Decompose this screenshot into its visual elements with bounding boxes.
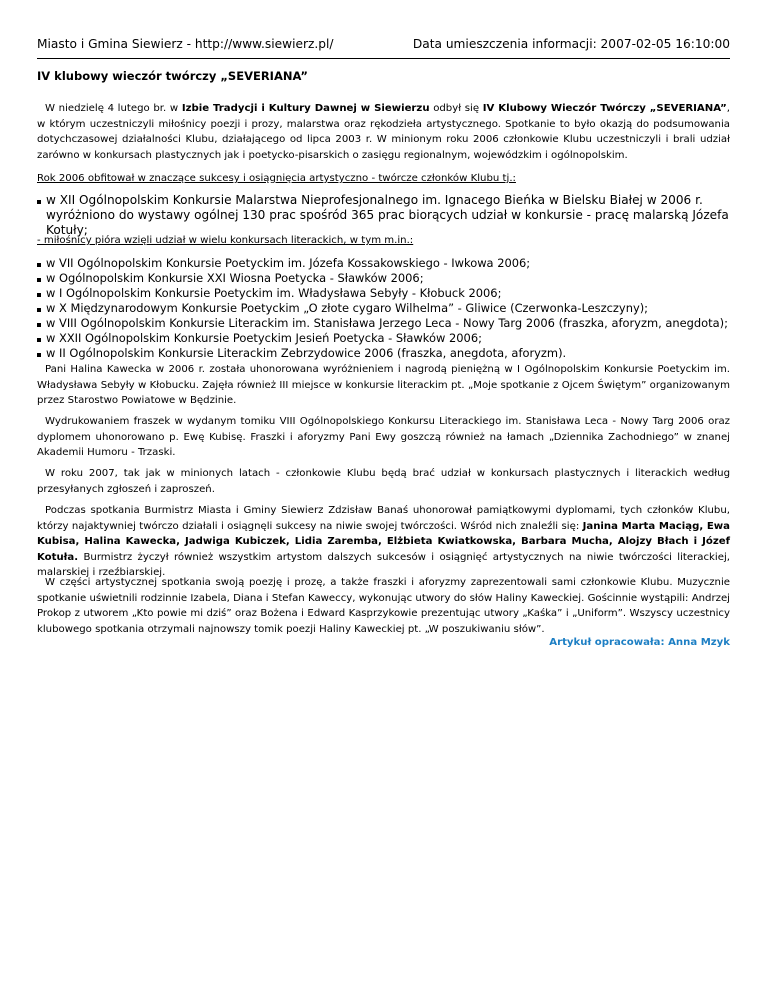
intro-text-3: , w którym uczestniczyli miłośnicy poezji i prozy, malarstwa oraz rękodzieła artystycznego. Spotkanie to było okazją do podsumowania dotychczasowej działalności Klubu, działającego od lipca 2003 r. W minionym roku 2006 członkowie Klubu uczestniczyli i brali udział zarówno w konkursach plastycznych jak i poetycko-pisarskich o zasięgu regionalnym, wojewódzkim i ogólnopolskim. <box>37 103 731 161</box>
header-divider <box>37 58 730 59</box>
publication-date: Data umieszczenia informacji: 2007-02-05 16:10:00 <box>412 37 730 51</box>
intro-text-2: odbył się <box>429 103 483 114</box>
site-url-text: Miasto i Gmina Siewierz - http://www.siewierz.pl/ <box>37 37 334 51</box>
bullet-icon <box>37 293 41 297</box>
plans-2007-paragraph: W roku 2007, tak jak w minionych latach - członkowie Klubu będą brać udział w konkursach plastycznych i literackich według przesyłanych zgłoszeń i zaproszeń. <box>37 468 730 495</box>
list-item <box>37 301 730 316</box>
list-item-text: w XII Ogólnopolskim Konkursie Malarstwa Nieprofesjonalnego im. Ignacego Bieńka w Bielsku Białej w 2006 r. wyróżniono do wystawy ogólnej 130 prac spośród 365 prac biorących udział w konkursie - pracę malarską Józefa Kotuły; <box>46 193 729 237</box>
mayor-text-2: Burmistrz życzył również wszystkim artystom dalszych sukcesów i osiągnięć artystycznych na niwie twórczości literackiej, malarskiej i rzeźbiarskiej. <box>37 551 730 578</box>
bullet-icon <box>37 338 41 342</box>
list-item <box>37 256 730 271</box>
list-item-text: w VIII Ogólnopolskim Konkursie Literackim im. Stanisława Jerzego Leca - Nowy Targ 2006 (fraszka, aforyzm, anegdota); <box>46 316 728 330</box>
list-item <box>37 286 730 301</box>
bullet-icon <box>37 308 41 312</box>
list-item-text: w VII Ogólnopolskim Konkursie Poetyckim im. Józefa Kossakowskiego - Iwkowa 2006; <box>46 256 531 270</box>
article-author: Artykuł opracowała: Anna Mzyk <box>549 637 730 648</box>
intro-text-1: W niedzielę 4 lutego br. w <box>45 103 182 114</box>
list-item <box>37 331 730 346</box>
list-item-text: w II Ogólnopolskim Konkursie Literackim Zebrzydowice 2006 (fraszka, anegdota, aforyzm). <box>46 346 567 360</box>
list-item <box>37 271 730 286</box>
list-item <box>37 346 730 361</box>
bullet-icon <box>37 323 41 327</box>
mayor-text-1: Podczas spotkania Burmistrz Miasta i Gminy Siewierz Zdzisław Banaś uhonorował pamiątkowymi dyplomami, tych członków Klubu, którzy najaktywniej twórczo działali i osiągnęli sukcesy na niwie swojej twórczości. Wśród nich znaleźli się: <box>37 505 730 532</box>
list-item <box>37 316 730 331</box>
event-name: IV Klubowy Wieczór Twórczy „SEVERIANA” <box>482 103 727 114</box>
list-item-text: w XXII Ogólnopolskim Konkursie Poetyckim Jesień Poetycka - Sławków 2006; <box>46 331 482 345</box>
list-item-text: w X Międzynarodowym Konkursie Poetyckim „O złote cygaro Wilhelma” - Gliwice (Czerwonka-Leszczyny); <box>46 301 649 315</box>
intro-paragraph <box>37 101 730 163</box>
kawecka-paragraph: Pani Halina Kawecka w 2006 r. została uhonorowana wyróżnieniem i nagrodą pieniężną w I Ogólnopolskim Konkursie Poetyckim im. Władysława Sebyły w Kłobucku. Zajęła również III miejsce w konkursie literackim pt. „Moje spotkanie z Ojcem Świętym” organizowanym przez Starostwo Powiatowe w Będzinie. <box>37 364 730 406</box>
kubisa-paragraph: Wydrukowaniem fraszek w wydanym tomiku VIII Ogólnopolskiego Konkursu Literackiego im. Stanisława Leca - Nowy Targ 2006 oraz dyplomem uhonorowano p. Ewę Kubisę. Fraszki i aforyzmy Pani Ewy goszczą również na łamach „Dziennika Zachodniego” w znanej Akademii Humoru - Trzaski. <box>37 416 730 458</box>
list-item <box>37 193 730 238</box>
article-title: IV klubowy wieczór twórczy „SEVERIANA” <box>37 69 308 83</box>
honored-members: Janina Marta Maciąg, Ewa Kubisa, Halina Kawecka, Jadwiga Kubiczek, Lidia Zaremba, Elżbieta Kwiatkowska, Barbara Mucha, Alojzy Błach i Józef Kotuła. <box>37 520 730 563</box>
bullet-icon <box>37 353 41 357</box>
artistic-paragraph: W części artystycznej spotkania swoją poezję i prozę, a także fraszki i aforyzmy zaprezentowali sami członkowie Klubu. Muzycznie spotkanie uświetnili rodzinnie Izabela, Diana i Stefan Kaweccy, wykonując utwory do słów Haliny Kaweckiej. Gościnnie wystąpili: Andrzej Prokop z utworem „Kto powie mi dziś” oraz Bożena i Edward Kasprzykowie prezentując utwory „Kaśka” i „Uniform”. Wszyscy uczestnicy klubowego spotkania otrzymali najnowszy tomik poezji Haliny Kaweckiej pt. „W poszukiwaniu słów”. <box>37 577 730 635</box>
bullet-icon <box>37 263 41 267</box>
page-header <box>37 36 730 52</box>
section-heading-literary: - miłośnicy pióra wzięli udział w wielu konkursach literackich, w tym m.in.: <box>37 235 414 246</box>
section-heading-achievements: Rok 2006 obfitował w znaczące sukcesy i osiągnięcia artystyczno - twórcze członków Klubu tj.: <box>37 173 516 184</box>
bullet-icon <box>37 200 41 204</box>
literary-contests-list <box>37 256 730 361</box>
achievements-list <box>37 193 730 238</box>
list-item-text: w I Ogólnopolskim Konkursie Poetyckim im. Władysława Sebyły - Kłobuck 2006; <box>46 286 502 300</box>
list-item-text: w Ogólnopolskim Konkursie XXI Wiosna Poetycka - Sławków 2006; <box>46 271 424 285</box>
venue-name: Izbie Tradycji i Kultury Dawnej w Siewierzu <box>181 103 430 114</box>
mayor-paragraph <box>37 503 730 581</box>
bullet-icon <box>37 278 41 282</box>
